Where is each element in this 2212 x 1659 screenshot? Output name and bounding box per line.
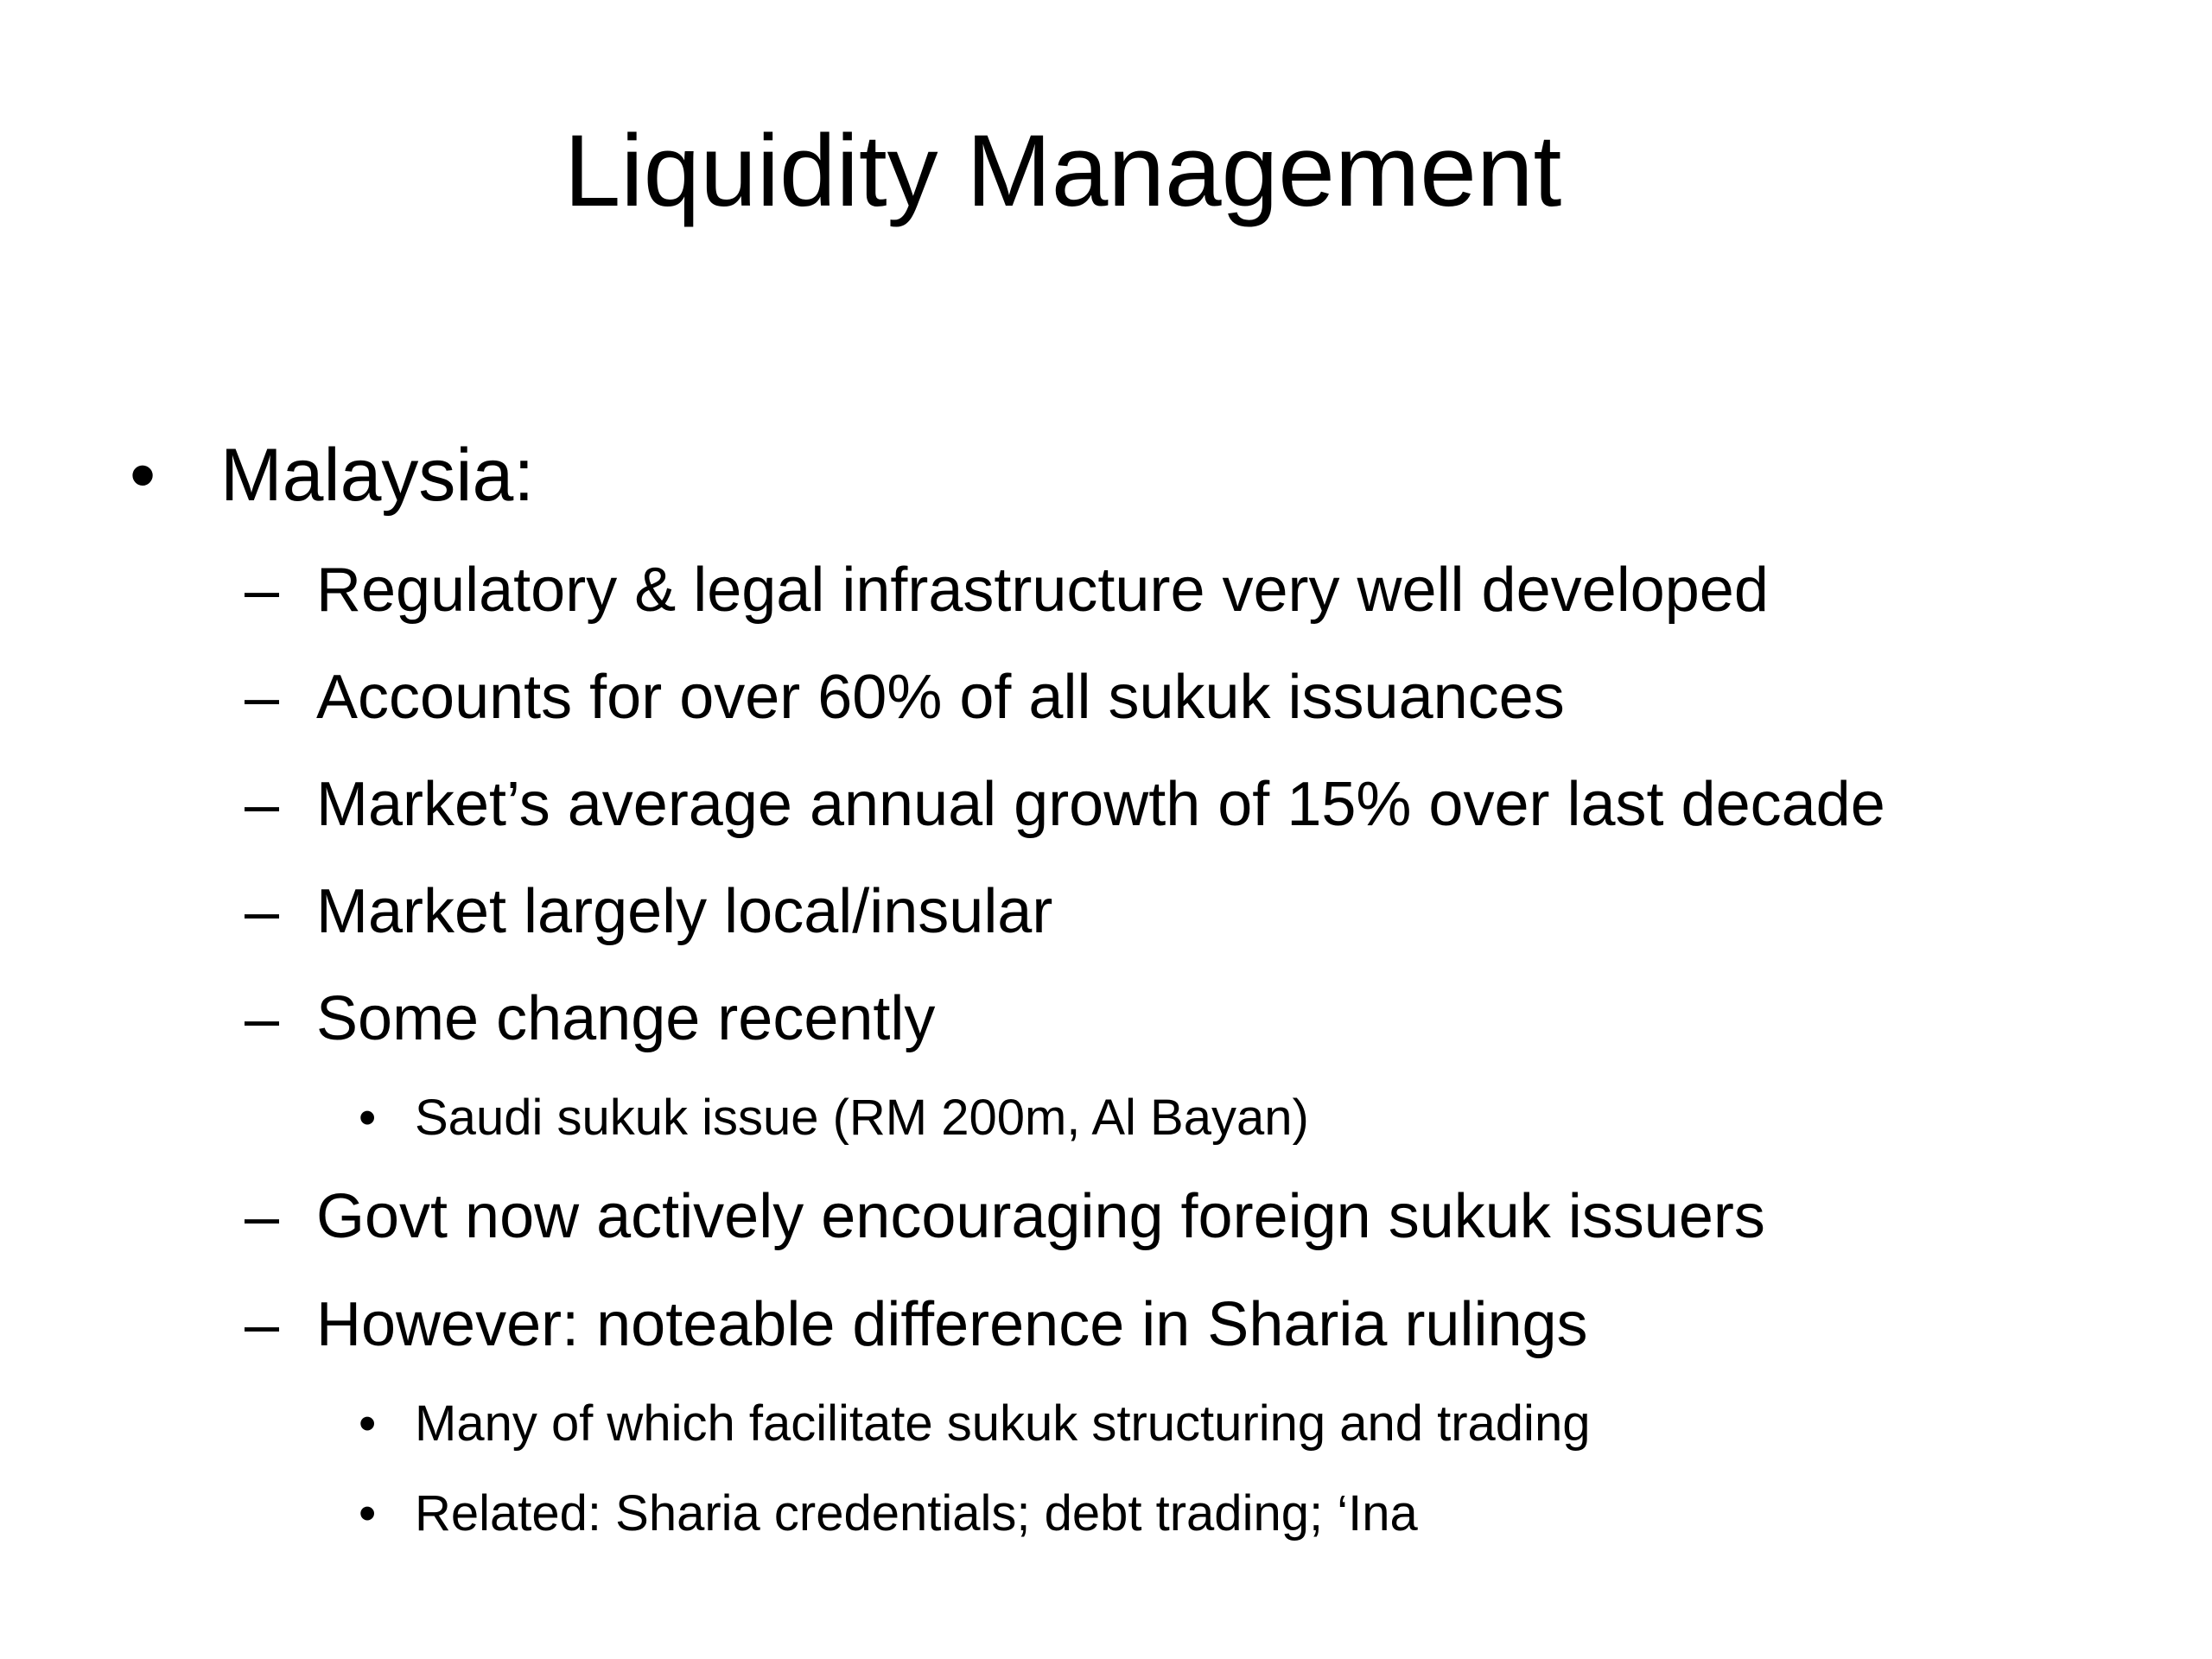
dash-marker: – xyxy=(245,877,280,946)
bullet-marker: • xyxy=(359,1395,377,1452)
dash-marker: – xyxy=(245,1290,280,1359)
bullet-marker: • xyxy=(130,434,156,517)
bullet-text: However: noteable difference in Sharia rulings xyxy=(316,1290,1588,1359)
slide-title: Liquidity Management xyxy=(563,114,1562,228)
bullet-text: Saudi sukuk issue (RM 200m, Al Bayan) xyxy=(415,1090,1309,1146)
bullet-text: Regulatory & legal infrastructure very well developed xyxy=(316,556,1769,625)
bullet-text: Market largely local/insular xyxy=(316,877,1053,946)
bullet-text: Many of which facilitate sukuk structuring and trading xyxy=(415,1395,1591,1452)
dash-marker: – xyxy=(245,984,280,1053)
dash-marker: – xyxy=(245,1182,280,1251)
dash-marker: – xyxy=(245,663,280,732)
dash-marker: – xyxy=(245,556,280,625)
bullet-text: Govt now actively encouraging foreign sukuk issuers xyxy=(316,1182,1765,1251)
bullet-marker: • xyxy=(359,1090,377,1146)
bullet-marker: • xyxy=(359,1485,377,1541)
bullet-text: Malaysia: xyxy=(220,434,535,517)
bullet-text: Some change recently xyxy=(316,984,936,1053)
bullet-text: Accounts for over 60% of all sukuk issuances xyxy=(316,663,1565,732)
dash-marker: – xyxy=(245,770,280,839)
bullet-text: Market’s average annual growth of 15% over last decade xyxy=(316,770,1885,839)
bullet-text: Related: Sharia credentials; debt trading; ‘Ina xyxy=(415,1485,1418,1541)
